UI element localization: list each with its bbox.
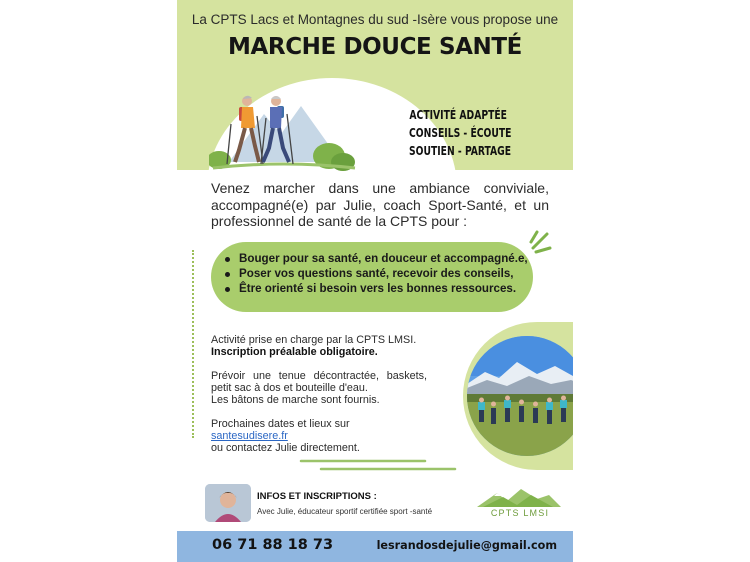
taglines xyxy=(409,106,512,160)
info-funding xyxy=(211,334,427,358)
email-address[interactable]: lesrandosdejulie@gmail.com xyxy=(376,539,557,552)
mountains-logo xyxy=(473,485,563,525)
info-dates xyxy=(211,418,427,454)
goal-item: Bouger pour sa santé, en douceur et accompagné.e, xyxy=(223,252,523,267)
intro-paragraph: Venez marcher dans une ambiance conviviale, accompagné(e) par Julie, coach Sport-Santé, et un professionnel de santé de la CPTS pour : xyxy=(211,180,549,229)
sparkle-icon xyxy=(529,230,553,256)
goal-item: Poser vos questions santé, recevoir des conseils, xyxy=(223,267,523,282)
contact-title: INFOS ET INSCRIPTIONS : xyxy=(257,491,377,502)
info-equipment xyxy=(211,370,427,406)
tagline: CONSEILS - ÉCOUTE xyxy=(409,125,512,140)
dotted-divider xyxy=(192,250,194,438)
goals-list xyxy=(223,252,528,296)
walkers-illustration xyxy=(209,84,361,174)
tagline: SOUTIEN - PARTAGE xyxy=(409,143,512,158)
contact-subtitle: Avec Julie, éducateur sportif certifiée sport -santé xyxy=(257,507,433,516)
phone-number[interactable]: 06 71 88 18 73 xyxy=(212,537,334,553)
poster xyxy=(177,0,573,562)
logo-text: CPTS LMSI xyxy=(490,508,550,518)
poles-text: Les bâtons de marche sont fournis. xyxy=(211,394,380,406)
tagline: ACTIVITÉ ADAPTÉE xyxy=(409,107,507,122)
website-link[interactable]: santesudisere.fr xyxy=(211,430,288,442)
registration-text: Inscription préalable obligatoire. xyxy=(211,346,378,358)
contact-footer xyxy=(177,531,573,562)
dates-prefix: Prochaines dates et lieux sur xyxy=(211,418,350,430)
goals-box xyxy=(211,242,533,312)
equipment-text: Prévoir une tenue décontractée, baskets, petit sac à dos et bouteille d'eau. xyxy=(211,370,427,394)
funding-text: Activité prise en charge par la CPTS LMSI. xyxy=(211,334,417,346)
header-intro-line: La CPTS Lacs et Montagnes du sud -Isère vous propose une xyxy=(191,12,559,27)
info-block xyxy=(211,334,427,466)
julie-avatar xyxy=(205,484,251,522)
goal-item: Être orienté si besoin vers les bonnes ressources. xyxy=(223,282,523,297)
decorative-lines xyxy=(297,458,457,472)
dates-suffix: ou contactez Julie directement. xyxy=(211,442,360,454)
page-title: MARCHE DOUCE SANTÉ xyxy=(228,34,522,60)
